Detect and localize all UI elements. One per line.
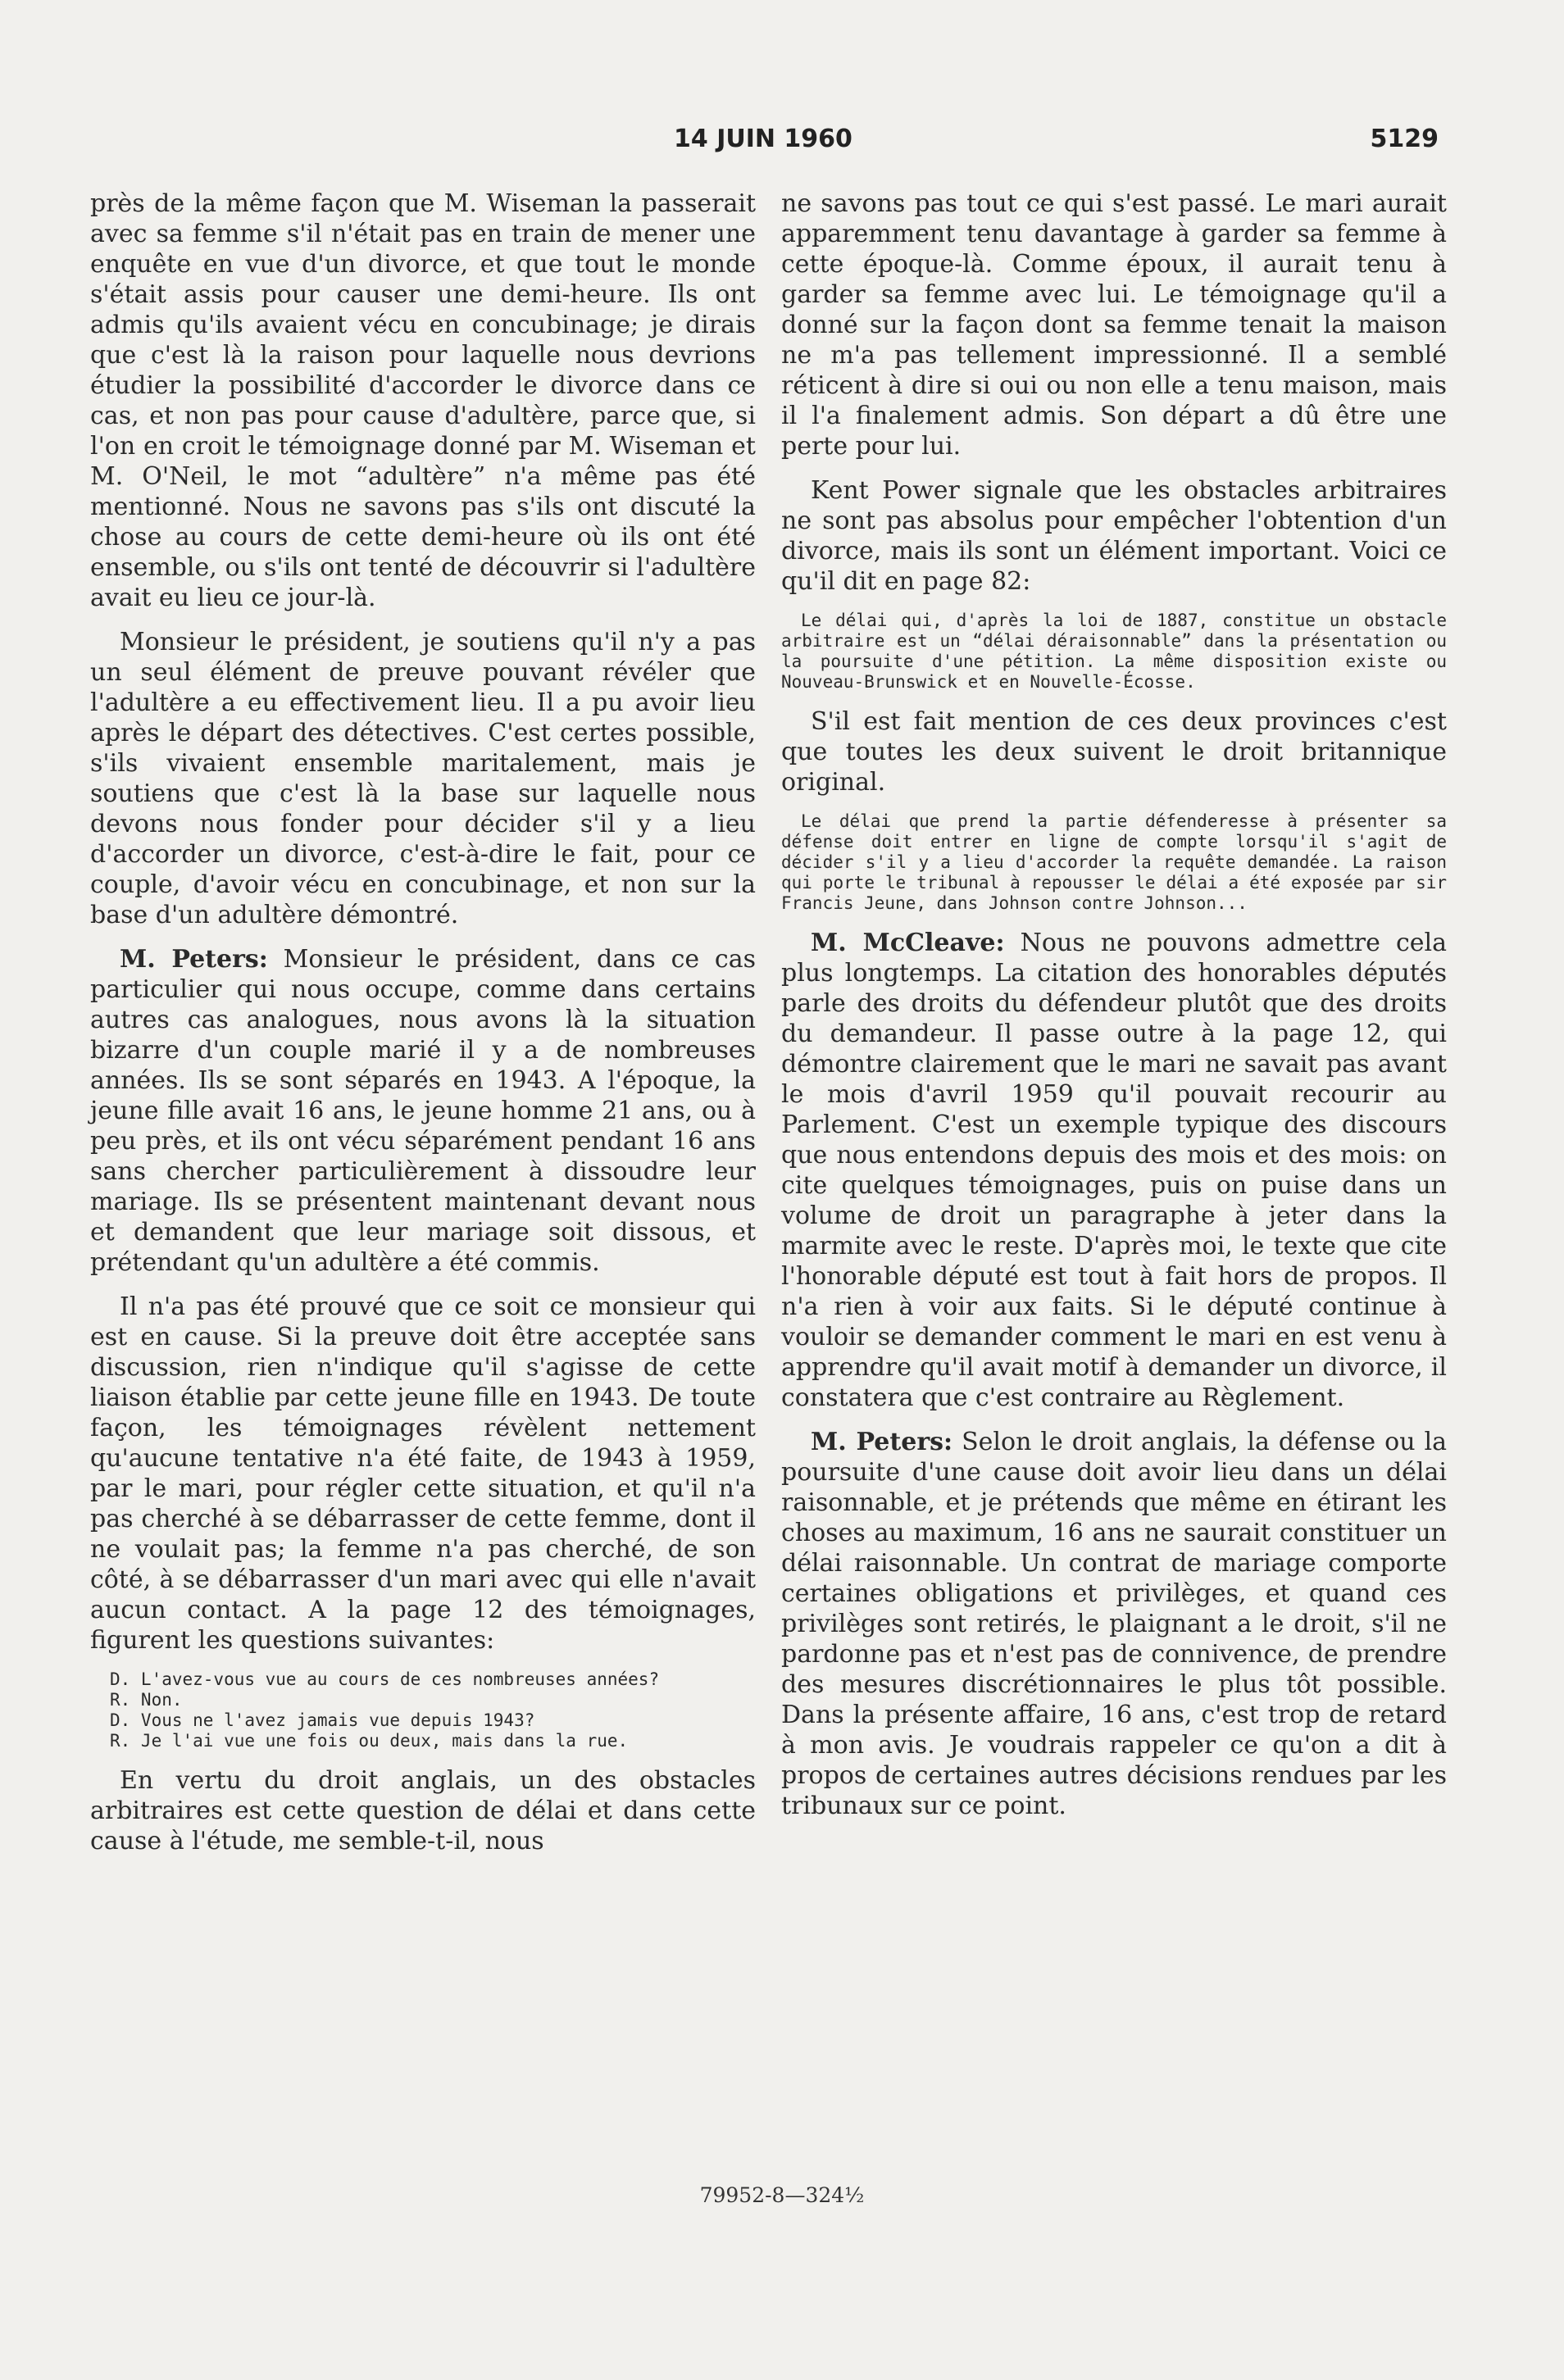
page-header <box>90 125 1439 162</box>
left-column <box>90 188 756 1870</box>
speaker-name: M. Peters: <box>120 945 268 974</box>
testimony-quote <box>90 1669 756 1751</box>
speaker-name: M. McCleave: <box>811 929 1005 957</box>
paragraph-text: Nous ne pouvons admettre cela plus longtemps. La citation des honorables députés parle des droits du défendeur plutôt que des droits du demandeur. Il passe outre à la page 12, qui démontre clairement que le mari ne savait pas avant le mois d'avril 1959 qu'il pouvait recourir au Parlement. C'est un exemple typique des discours que nous entendons depuis des mois et des mois: on cite quelques témoignages, puis on puise dans un volume de droit un paragraphe à jeter dans la marmite avec le reste. D'après moi, le texte que cite l'honorable député est tout à fait hors de propos. Il n'a rien à voir aux faits. Si le député continue à vouloir se demander comment le mari en est venu à apprendre qu'il avait motif à demander un divorce, il constatera que c'est contraire au Règlement. <box>781 929 1447 1412</box>
paragraph-text: Selon le droit anglais, la défense ou la poursuite d'une cause doit avoir lieu dans un délai raisonnable, et je prétends que même en étirant les choses au maximum, 16 ans ne saurait constituer un délai raisonnable. Un contrat de mariage comporte certaines obligations et privilèges, et quand ces privilèges sont retirés, le plaignant a le droit, s'il ne pardonne pas et n'est pas de connivence, de prendre des mesures discrétionnaires le plus tôt possible. Dans la présente affaire, 16 ans, c'est trop de retard à mon avis. Je voudrais rappeler ce qu'on a dit à propos de certaines autres décisions rendues par les tribunaux sur ce point. <box>781 1428 1447 1820</box>
right-column <box>781 188 1447 1835</box>
speaker-name: M. Peters: <box>811 1428 953 1456</box>
quote-line: R. Je l'ai vue une fois ou deux, mais dans la rue. <box>110 1731 629 1751</box>
paragraph: Kent Power signale que les obstacles arbitraires ne sont pas absolus pour empêcher l'obtention d'un divorce, mais ils sont un élément important. Voici ce qu'il dit en page 82: <box>781 476 1447 596</box>
page-footer-code: 79952-8—324½ <box>699 2183 865 2207</box>
page-number: 5129 <box>1370 125 1439 153</box>
quote-line: R. Non. <box>110 1690 183 1710</box>
quote-text: Le délai que prend la partie défenderesse à présenter sa défense doit entrer en ligne de compte lorsqu'il s'agit de décider s'il y a lieu d'accorder la requête demandée. La raison qui porte le tribunal à repousser le délai a été exposée par sir Francis Jeune, dans Johnson contre Johnson... <box>781 811 1447 913</box>
paragraph: Monsieur le président, je soutiens qu'il n'y a pas un seul élément de preuve pouvant révéler que l'adultère a eu effectivement lieu. Il a pu avoir lieu après le départ des détectives. C'est certes possible, s'ils vivaient ensemble maritalement, mais je soutiens que c'est là la base sur laquelle nous devons nous fonder pour décider s'il y a lieu d'accorder un divorce, c'est-à-dire le fait, pour ce couple, d'avoir vécu en concubinage, et non sur la base d'un adultère démontré. <box>90 628 756 929</box>
header-date: 14 JUIN 1960 <box>674 125 852 153</box>
paragraph <box>781 928 1447 1413</box>
block-quote <box>781 811 1447 914</box>
paragraph: En vertu du droit anglais, un des obstacles arbitraires est cette question de délai et dans cette cause à l'étude, me semble-t-il, nous <box>90 1766 756 1855</box>
paragraph <box>90 944 756 1278</box>
paragraph: ne savons pas tout ce qui s'est passé. Le mari aurait apparemment tenu davantage à garder sa femme à cette époque-là. Comme époux, il aurait tenu à garder sa femme avec lui. Le témoignage qu'il a donné sur la façon dont sa femme tenait la maison ne m'a pas tellement impressionné. Il a semblé réticent à dire si oui ou non elle a tenu maison, mais il l'a finalement admis. Son départ a dû être une perte pour lui. <box>781 189 1447 461</box>
paragraph <box>781 1427 1447 1821</box>
quote-line: D. Vous ne l'avez jamais vue depuis 1943? <box>110 1710 535 1730</box>
paragraph: Il n'a pas été prouvé que ce soit ce monsieur qui est en cause. Si la preuve doit être acceptée sans discussion, rien n'indique qu'il s'agisse de cette liaison établie par cette jeune fille en 1943. De toute façon, les témoignages révèlent nettement qu'aucune tentative n'a été faite, de 1943 à 1959, par le mari, pour régler cette situation, et qu'il n'a pas cherché à se débarrasser de cette femme, dont il ne voulait pas; la femme n'a pas cherché, de son côté, à se débarrasser d'un mari avec qui elle n'avait aucun contact. A la page 12 des témoignages, figurent les questions suivantes: <box>90 1292 756 1655</box>
paragraph: près de la même façon que M. Wiseman la passerait avec sa femme s'il n'était pas en train de mener une enquête en vue d'un divorce, et que tout le monde s'était assis pour causer une demi-heure. Ils ont admis qu'ils avaient vécu en concubinage; je dirais que c'est là la raison pour laquelle nous devrions étudier la possibilité d'accorder le divorce dans ce cas, et non pas pour cause d'adultère, parce que, si l'on en croit le témoignage donné par M. Wiseman et M. O'Neil, le mot “adultère” n'a même pas été mentionné. Nous ne savons pas s'ils ont discuté la chose au cours de cette demi-heure où ils ont été ensemble, ou s'ils ont tenté de découvrir si l'adultère avait eu lieu ce jour-là. <box>90 189 756 612</box>
quote-line: D. L'avez-vous vue au cours de ces nombreuses années? <box>110 1669 660 1689</box>
block-quote <box>781 611 1447 693</box>
paragraph-text: Monsieur le président, dans ce cas particulier qui nous occupe, comme dans certains autres cas analogues, nous avons là la situation bizarre d'un couple marié il y a de nombreuses années. Ils se sont séparés en 1943. A l'époque, la jeune fille avait 16 ans, le jeune homme 21 ans, ou à peu près, et ils ont vécu séparément pendant 16 ans sans chercher particulièrement à dissoudre leur mariage. Ils se présentent maintenant devant nous et demandent que leur mariage soit dissous, et prétendant qu'un adultère a été commis. <box>90 945 756 1277</box>
quote-text: Le délai qui, d'après la loi de 1887, constitue un obstacle arbitraire est un “délai déraisonnable” dans la présentation ou la poursuite d'une pétition. La même disposition existe ou Nouveau-Brunswick et en Nouvelle-Écosse. <box>781 611 1447 692</box>
paragraph: S'il est fait mention de ces deux provinces c'est que toutes les deux suivent le droit britannique original. <box>781 707 1447 797</box>
